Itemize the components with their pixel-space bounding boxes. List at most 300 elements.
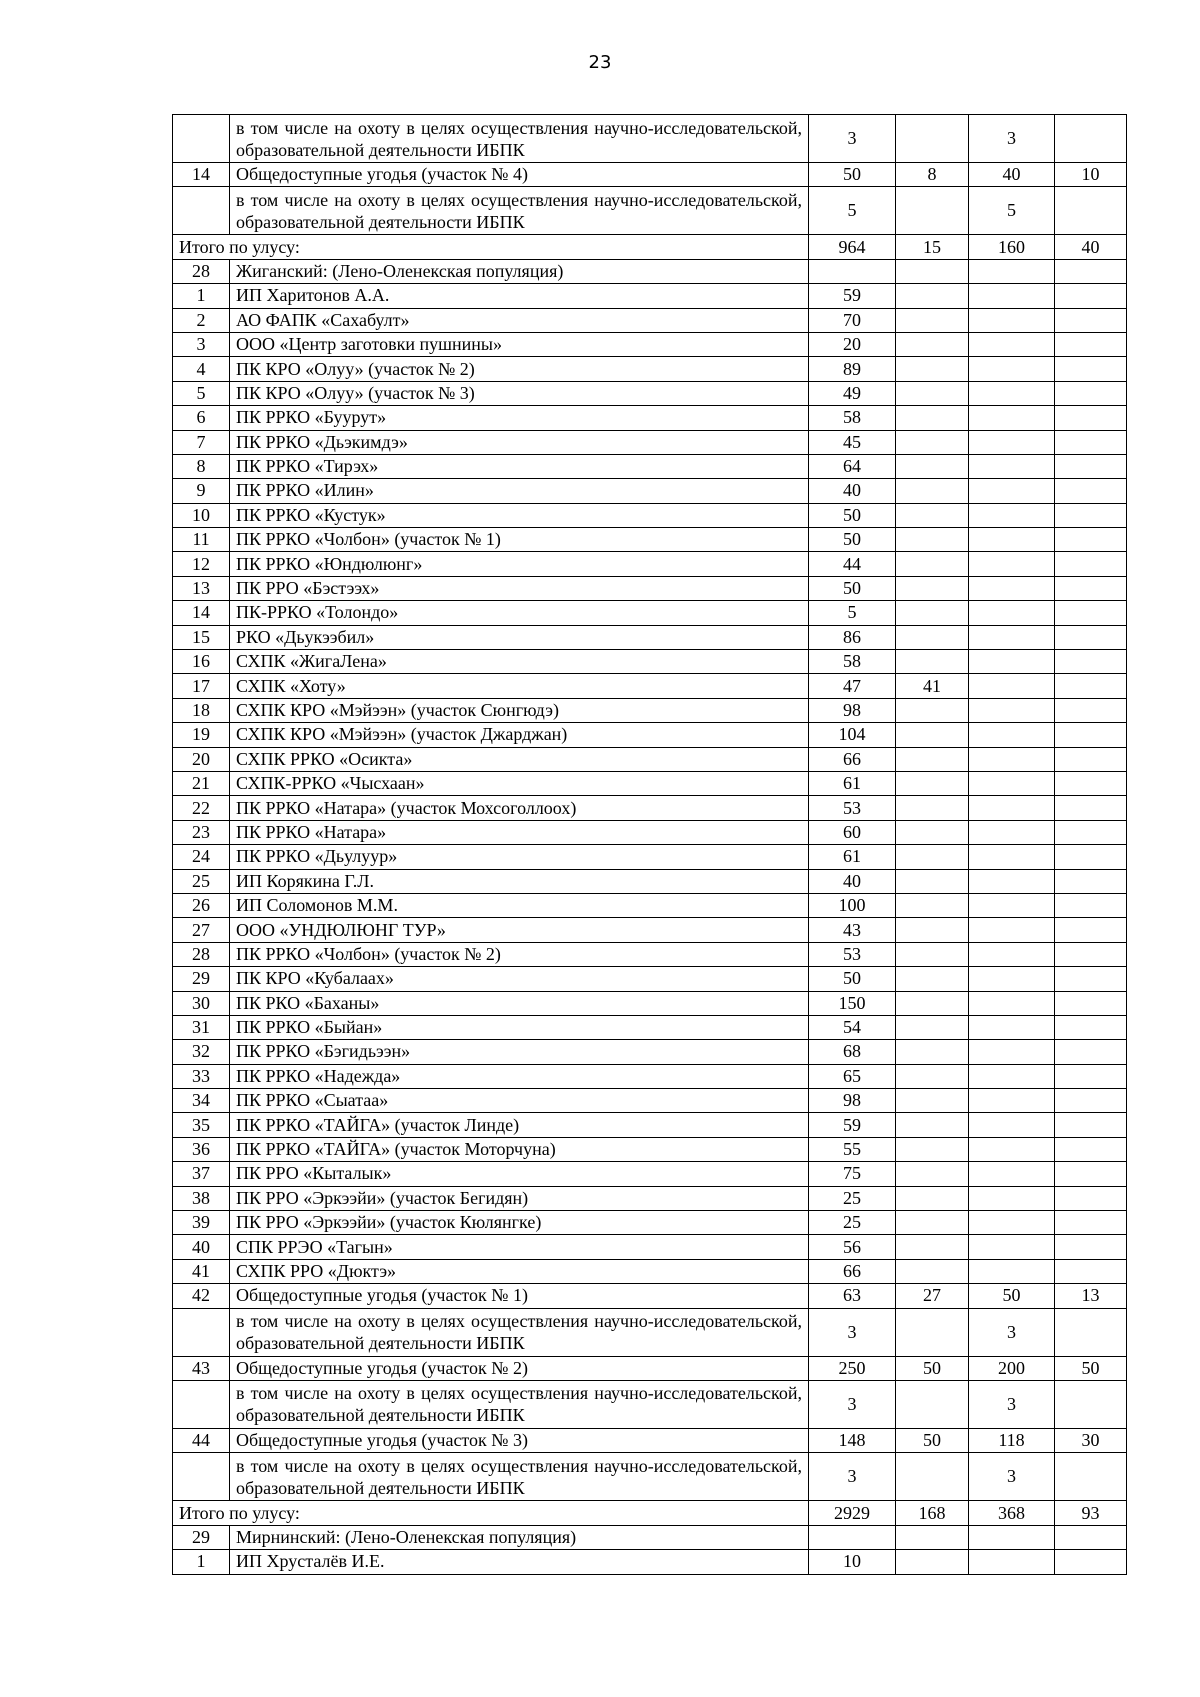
table-row xyxy=(173,454,1127,478)
value-cell-1: 58 xyxy=(809,650,896,674)
row-name-cell: ПК РРКО «Юндюлюнг» xyxy=(230,552,809,576)
row-name-cell: ПК РРО «Эркээйи» (участок Бегидян) xyxy=(230,1186,809,1210)
row-number-cell: 25 xyxy=(173,869,230,893)
value-cell-4 xyxy=(1055,991,1127,1015)
row-name-cell: ПК РРКО «Сыатаа» xyxy=(230,1089,809,1113)
row-number-cell: 40 xyxy=(173,1235,230,1259)
row-number-cell: 27 xyxy=(173,918,230,942)
value-cell-3: 3 xyxy=(969,1308,1055,1356)
value-cell-1: 50 xyxy=(809,967,896,991)
table-row xyxy=(173,723,1127,747)
table-row xyxy=(173,332,1127,356)
row-name-cell: СХПК «ЖигаЛена» xyxy=(230,650,809,674)
value-cell-1: 86 xyxy=(809,625,896,649)
row-name-cell: СХПК РРКО «Осикта» xyxy=(230,747,809,771)
row-number-cell xyxy=(173,1308,230,1356)
table-row xyxy=(173,528,1127,552)
value-cell-1: 5 xyxy=(809,601,896,625)
table-row xyxy=(173,552,1127,576)
value-cell-4 xyxy=(1055,576,1127,600)
value-cell-2: 41 xyxy=(896,674,969,698)
value-cell-1: 964 xyxy=(809,235,896,259)
value-cell-2 xyxy=(896,991,969,1015)
row-name-cell: Общедоступные угодья (участок № 4) xyxy=(230,163,809,187)
value-cell-1: 3 xyxy=(809,1453,896,1501)
value-cell-2 xyxy=(896,1259,969,1283)
row-name-cell: ПК КРО «Кубалаах» xyxy=(230,967,809,991)
value-cell-4 xyxy=(1055,552,1127,576)
quota-table-body xyxy=(173,115,1127,1575)
row-name-cell: ПК РРКО «Кустук» xyxy=(230,503,809,527)
row-name-cell: Общедоступные угодья (участок № 1) xyxy=(230,1284,809,1308)
value-cell-3 xyxy=(969,1015,1055,1039)
value-cell-1: 25 xyxy=(809,1211,896,1235)
row-name-cell: в том числе на охоту в целях осуществления научно-исследовательской, образовательной деятельности ИБПК xyxy=(230,1453,809,1501)
table-row xyxy=(173,650,1127,674)
value-cell-2 xyxy=(896,1040,969,1064)
value-cell-4 xyxy=(1055,747,1127,771)
row-number-cell xyxy=(173,115,230,163)
row-number-cell: 16 xyxy=(173,650,230,674)
value-cell-1: 63 xyxy=(809,1284,896,1308)
value-cell-3 xyxy=(969,576,1055,600)
value-cell-4 xyxy=(1055,528,1127,552)
value-cell-1: 40 xyxy=(809,869,896,893)
row-number-cell xyxy=(173,1380,230,1428)
value-cell-3 xyxy=(969,601,1055,625)
value-cell-1: 20 xyxy=(809,332,896,356)
value-cell-3 xyxy=(969,381,1055,405)
value-cell-4 xyxy=(1055,357,1127,381)
value-cell-4 xyxy=(1055,942,1127,966)
table-subrow xyxy=(173,187,1127,235)
value-cell-3: 40 xyxy=(969,163,1055,187)
row-number-cell: 10 xyxy=(173,503,230,527)
value-cell-3 xyxy=(969,1113,1055,1137)
value-cell-3 xyxy=(969,1064,1055,1088)
value-cell-2 xyxy=(896,528,969,552)
value-cell-3 xyxy=(969,674,1055,698)
value-cell-1: 100 xyxy=(809,893,896,917)
table-row xyxy=(173,1356,1127,1380)
value-cell-1: 148 xyxy=(809,1428,896,1452)
row-name-cell: ПК РРКО «Быйан» xyxy=(230,1015,809,1039)
table-row xyxy=(173,967,1127,991)
table-row xyxy=(173,479,1127,503)
value-cell-3 xyxy=(969,1162,1055,1186)
value-cell-4 xyxy=(1055,1453,1127,1501)
row-number-cell xyxy=(173,187,230,235)
value-cell-4 xyxy=(1055,406,1127,430)
value-cell-3 xyxy=(969,332,1055,356)
value-cell-4: 93 xyxy=(1055,1501,1127,1525)
value-cell-3 xyxy=(969,869,1055,893)
value-cell-4 xyxy=(1055,674,1127,698)
row-number-cell: 36 xyxy=(173,1137,230,1161)
value-cell-1: 60 xyxy=(809,820,896,844)
table-row xyxy=(173,893,1127,917)
row-name-cell: ПК РРКО «Бэгидьээн» xyxy=(230,1040,809,1064)
row-name-cell: ПК РРО «Кыталык» xyxy=(230,1162,809,1186)
quota-table xyxy=(172,114,1127,1575)
table-row xyxy=(173,698,1127,722)
value-cell-4 xyxy=(1055,820,1127,844)
value-cell-4 xyxy=(1055,1040,1127,1064)
value-cell-1: 66 xyxy=(809,747,896,771)
value-cell-1 xyxy=(809,259,896,283)
value-cell-4 xyxy=(1055,967,1127,991)
value-cell-3: 5 xyxy=(969,187,1055,235)
value-cell-2 xyxy=(896,1089,969,1113)
value-cell-4 xyxy=(1055,308,1127,332)
value-cell-2 xyxy=(896,942,969,966)
table-subrow xyxy=(173,1453,1127,1501)
value-cell-3: 160 xyxy=(969,235,1055,259)
value-cell-2: 168 xyxy=(896,1501,969,1525)
row-name-cell: ИП Корякина Г.Л. xyxy=(230,869,809,893)
table-row xyxy=(173,1525,1127,1549)
table-row xyxy=(173,1211,1127,1235)
value-cell-1: 59 xyxy=(809,1113,896,1137)
value-cell-3 xyxy=(969,796,1055,820)
value-cell-4: 50 xyxy=(1055,1356,1127,1380)
row-number-cell: 28 xyxy=(173,259,230,283)
row-name-cell: ИП Соломонов М.М. xyxy=(230,893,809,917)
value-cell-1: 3 xyxy=(809,115,896,163)
value-cell-2 xyxy=(896,1162,969,1186)
row-number-cell: 23 xyxy=(173,820,230,844)
value-cell-2 xyxy=(896,1308,969,1356)
total-label-cell: Итого по улусу: xyxy=(173,235,809,259)
row-number-cell: 29 xyxy=(173,967,230,991)
table-row xyxy=(173,601,1127,625)
value-cell-3 xyxy=(969,650,1055,674)
table-row xyxy=(173,1113,1127,1137)
value-cell-1: 54 xyxy=(809,1015,896,1039)
value-cell-2 xyxy=(896,1235,969,1259)
value-cell-4 xyxy=(1055,1235,1127,1259)
value-cell-3 xyxy=(969,991,1055,1015)
row-number-cell: 44 xyxy=(173,1428,230,1452)
row-number-cell: 21 xyxy=(173,771,230,795)
row-number-cell: 26 xyxy=(173,893,230,917)
row-number-cell: 29 xyxy=(173,1525,230,1549)
row-name-cell: ПК РРКО «Дьулуур» xyxy=(230,845,809,869)
value-cell-2 xyxy=(896,357,969,381)
value-cell-1: 98 xyxy=(809,698,896,722)
value-cell-3 xyxy=(969,1089,1055,1113)
table-row xyxy=(173,576,1127,600)
value-cell-4 xyxy=(1055,1137,1127,1161)
value-cell-4 xyxy=(1055,430,1127,454)
row-number-cell: 15 xyxy=(173,625,230,649)
row-name-cell: ПК КРО «Олуу» (участок № 3) xyxy=(230,381,809,405)
row-number-cell: 11 xyxy=(173,528,230,552)
value-cell-1: 43 xyxy=(809,918,896,942)
value-cell-2 xyxy=(896,1113,969,1137)
value-cell-4: 13 xyxy=(1055,1284,1127,1308)
value-cell-3 xyxy=(969,698,1055,722)
row-name-cell: СХПК РРО «Дюктэ» xyxy=(230,1259,809,1283)
row-number-cell: 20 xyxy=(173,747,230,771)
value-cell-2 xyxy=(896,796,969,820)
row-name-cell: ПК РРКО «Дьэкимдэ» xyxy=(230,430,809,454)
value-cell-4 xyxy=(1055,1550,1127,1574)
value-cell-4 xyxy=(1055,1113,1127,1137)
row-name-cell: ПК-РРКО «Толондо» xyxy=(230,601,809,625)
value-cell-1: 75 xyxy=(809,1162,896,1186)
value-cell-3 xyxy=(969,479,1055,503)
table-row xyxy=(173,259,1127,283)
value-cell-4 xyxy=(1055,650,1127,674)
value-cell-1: 70 xyxy=(809,308,896,332)
table-row xyxy=(173,918,1127,942)
value-cell-1: 40 xyxy=(809,479,896,503)
value-cell-1: 65 xyxy=(809,1064,896,1088)
value-cell-2: 50 xyxy=(896,1356,969,1380)
value-cell-2 xyxy=(896,187,969,235)
row-name-cell: ИП Харитонов А.А. xyxy=(230,284,809,308)
value-cell-1: 3 xyxy=(809,1380,896,1428)
row-name-cell: ООО «Центр заготовки пушнины» xyxy=(230,332,809,356)
value-cell-2 xyxy=(896,503,969,527)
value-cell-2: 27 xyxy=(896,1284,969,1308)
table-row xyxy=(173,942,1127,966)
value-cell-4 xyxy=(1055,845,1127,869)
value-cell-4 xyxy=(1055,1162,1127,1186)
page-number: 23 xyxy=(588,52,612,73)
table-row xyxy=(173,845,1127,869)
row-name-cell: ПК РРКО «ТАЙГА» (участок Линде) xyxy=(230,1113,809,1137)
row-name-cell: ПК РРКО «Чолбон» (участок № 1) xyxy=(230,528,809,552)
table-row xyxy=(173,1235,1127,1259)
value-cell-2 xyxy=(896,747,969,771)
value-cell-2 xyxy=(896,479,969,503)
value-cell-2 xyxy=(896,576,969,600)
row-number-cell: 33 xyxy=(173,1064,230,1088)
row-number-cell: 18 xyxy=(173,698,230,722)
table-row xyxy=(173,1040,1127,1064)
row-name-cell: ПК РРО «Эркээйи» (участок Кюлянгке) xyxy=(230,1211,809,1235)
value-cell-2 xyxy=(896,308,969,332)
value-cell-2 xyxy=(896,918,969,942)
value-cell-1: 61 xyxy=(809,845,896,869)
value-cell-3 xyxy=(969,284,1055,308)
value-cell-2: 15 xyxy=(896,235,969,259)
table-row xyxy=(173,1284,1127,1308)
row-number-cell: 14 xyxy=(173,163,230,187)
row-number-cell: 42 xyxy=(173,1284,230,1308)
row-number-cell: 13 xyxy=(173,576,230,600)
value-cell-3 xyxy=(969,357,1055,381)
value-cell-3 xyxy=(969,528,1055,552)
value-cell-4 xyxy=(1055,1525,1127,1549)
table-row xyxy=(173,1259,1127,1283)
row-number-cell: 2 xyxy=(173,308,230,332)
value-cell-1: 55 xyxy=(809,1137,896,1161)
row-number-cell: 41 xyxy=(173,1259,230,1283)
value-cell-1: 3 xyxy=(809,1308,896,1356)
value-cell-1: 89 xyxy=(809,357,896,381)
value-cell-1: 58 xyxy=(809,406,896,430)
value-cell-2 xyxy=(896,1137,969,1161)
row-name-cell: СХПК КРО «Мэйээн» (участок Джарджан) xyxy=(230,723,809,747)
value-cell-2 xyxy=(896,284,969,308)
row-number-cell: 28 xyxy=(173,942,230,966)
table-row xyxy=(173,1428,1127,1452)
value-cell-3: 200 xyxy=(969,1356,1055,1380)
row-name-cell: ПК РРКО «Натара» (участок Мохсоголлоох) xyxy=(230,796,809,820)
value-cell-1: 47 xyxy=(809,674,896,698)
value-cell-1: 66 xyxy=(809,1259,896,1283)
value-cell-2 xyxy=(896,1453,969,1501)
value-cell-4 xyxy=(1055,1259,1127,1283)
value-cell-2 xyxy=(896,381,969,405)
row-number-cell: 38 xyxy=(173,1186,230,1210)
value-cell-4 xyxy=(1055,893,1127,917)
value-cell-2 xyxy=(896,552,969,576)
value-cell-3 xyxy=(969,1137,1055,1161)
table-row xyxy=(173,357,1127,381)
row-number-cell: 5 xyxy=(173,381,230,405)
row-number-cell: 1 xyxy=(173,1550,230,1574)
value-cell-3 xyxy=(969,893,1055,917)
value-cell-2 xyxy=(896,1015,969,1039)
value-cell-2 xyxy=(896,1550,969,1574)
value-cell-3 xyxy=(969,1040,1055,1064)
value-cell-1: 44 xyxy=(809,552,896,576)
value-cell-2: 8 xyxy=(896,163,969,187)
value-cell-4: 10 xyxy=(1055,163,1127,187)
row-number-cell: 22 xyxy=(173,796,230,820)
value-cell-3: 50 xyxy=(969,1284,1055,1308)
row-number-cell: 37 xyxy=(173,1162,230,1186)
value-cell-2: 50 xyxy=(896,1428,969,1452)
table-row xyxy=(173,503,1127,527)
value-cell-3 xyxy=(969,454,1055,478)
value-cell-3 xyxy=(969,1259,1055,1283)
value-cell-3 xyxy=(969,967,1055,991)
row-number-cell: 6 xyxy=(173,406,230,430)
value-cell-2 xyxy=(896,1525,969,1549)
row-name-cell: СХПК-РРКО «Чысхаан» xyxy=(230,771,809,795)
table-row xyxy=(173,1550,1127,1574)
value-cell-3 xyxy=(969,503,1055,527)
value-cell-3 xyxy=(969,747,1055,771)
value-cell-3: 3 xyxy=(969,1380,1055,1428)
row-name-cell: СХПК «Хоту» xyxy=(230,674,809,698)
row-name-cell: СХПК КРО «Мэйээн» (участок Сюнгюдэ) xyxy=(230,698,809,722)
row-name-cell: ООО «УНДЮЛЮНГ ТУР» xyxy=(230,918,809,942)
value-cell-2 xyxy=(896,845,969,869)
value-cell-1: 50 xyxy=(809,576,896,600)
value-cell-4 xyxy=(1055,284,1127,308)
row-number-cell: 9 xyxy=(173,479,230,503)
value-cell-4 xyxy=(1055,503,1127,527)
value-cell-1: 50 xyxy=(809,503,896,527)
value-cell-3: 3 xyxy=(969,1453,1055,1501)
table-row xyxy=(173,163,1127,187)
row-name-cell: Общедоступные угодья (участок № 2) xyxy=(230,1356,809,1380)
value-cell-4 xyxy=(1055,479,1127,503)
value-cell-4 xyxy=(1055,187,1127,235)
value-cell-4 xyxy=(1055,1015,1127,1039)
value-cell-3 xyxy=(969,942,1055,966)
value-cell-1: 50 xyxy=(809,528,896,552)
value-cell-3 xyxy=(969,259,1055,283)
value-cell-3 xyxy=(969,1525,1055,1549)
value-cell-4 xyxy=(1055,1380,1127,1428)
row-name-cell: ПК РКО «Баханы» xyxy=(230,991,809,1015)
value-cell-2 xyxy=(896,601,969,625)
value-cell-3: 368 xyxy=(969,1501,1055,1525)
value-cell-2 xyxy=(896,1211,969,1235)
table-row xyxy=(173,430,1127,454)
value-cell-4 xyxy=(1055,332,1127,356)
row-name-cell: ПК РРКО «Буурут» xyxy=(230,406,809,430)
value-cell-1: 104 xyxy=(809,723,896,747)
value-cell-2 xyxy=(896,332,969,356)
table-subrow xyxy=(173,1380,1127,1428)
row-name-cell: АО ФАПК «Сахабулт» xyxy=(230,308,809,332)
value-cell-3 xyxy=(969,430,1055,454)
row-name-cell: ПК РРКО «ТАЙГА» (участок Моторчуна) xyxy=(230,1137,809,1161)
table-row xyxy=(173,1137,1127,1161)
table-row xyxy=(173,674,1127,698)
value-cell-4 xyxy=(1055,1211,1127,1235)
value-cell-4 xyxy=(1055,1186,1127,1210)
table-row xyxy=(173,820,1127,844)
value-cell-3 xyxy=(969,308,1055,332)
row-number-cell: 19 xyxy=(173,723,230,747)
row-number-cell: 8 xyxy=(173,454,230,478)
row-number-cell: 3 xyxy=(173,332,230,356)
row-number-cell: 30 xyxy=(173,991,230,1015)
row-name-cell: в том числе на охоту в целях осуществления научно-исследовательской, образовательной деятельности ИБПК xyxy=(230,1380,809,1428)
row-name-cell: СПК РРЭО «Тагын» xyxy=(230,1235,809,1259)
row-name-cell: РКО «Дьукээбил» xyxy=(230,625,809,649)
row-number-cell: 34 xyxy=(173,1089,230,1113)
value-cell-2 xyxy=(896,869,969,893)
value-cell-2 xyxy=(896,698,969,722)
value-cell-4 xyxy=(1055,723,1127,747)
value-cell-3 xyxy=(969,723,1055,747)
row-name-cell: ПК РРО «Бэстээх» xyxy=(230,576,809,600)
table-row xyxy=(173,1089,1127,1113)
row-number-cell: 24 xyxy=(173,845,230,869)
table-row xyxy=(173,1064,1127,1088)
value-cell-1: 50 xyxy=(809,163,896,187)
row-number-cell: 7 xyxy=(173,430,230,454)
row-name-cell: ПК РРКО «Натара» xyxy=(230,820,809,844)
row-name-cell: Мирнинский: (Лено-Оленекская популяция) xyxy=(230,1525,809,1549)
value-cell-3 xyxy=(969,406,1055,430)
row-number-cell xyxy=(173,1453,230,1501)
value-cell-4 xyxy=(1055,259,1127,283)
value-cell-2 xyxy=(896,454,969,478)
value-cell-4 xyxy=(1055,601,1127,625)
value-cell-1: 150 xyxy=(809,991,896,1015)
table-row xyxy=(173,1015,1127,1039)
value-cell-4 xyxy=(1055,796,1127,820)
value-cell-2 xyxy=(896,820,969,844)
row-number-cell: 17 xyxy=(173,674,230,698)
table-row xyxy=(173,1186,1127,1210)
row-number-cell: 14 xyxy=(173,601,230,625)
value-cell-4 xyxy=(1055,1064,1127,1088)
value-cell-3 xyxy=(969,1211,1055,1235)
row-number-cell: 4 xyxy=(173,357,230,381)
